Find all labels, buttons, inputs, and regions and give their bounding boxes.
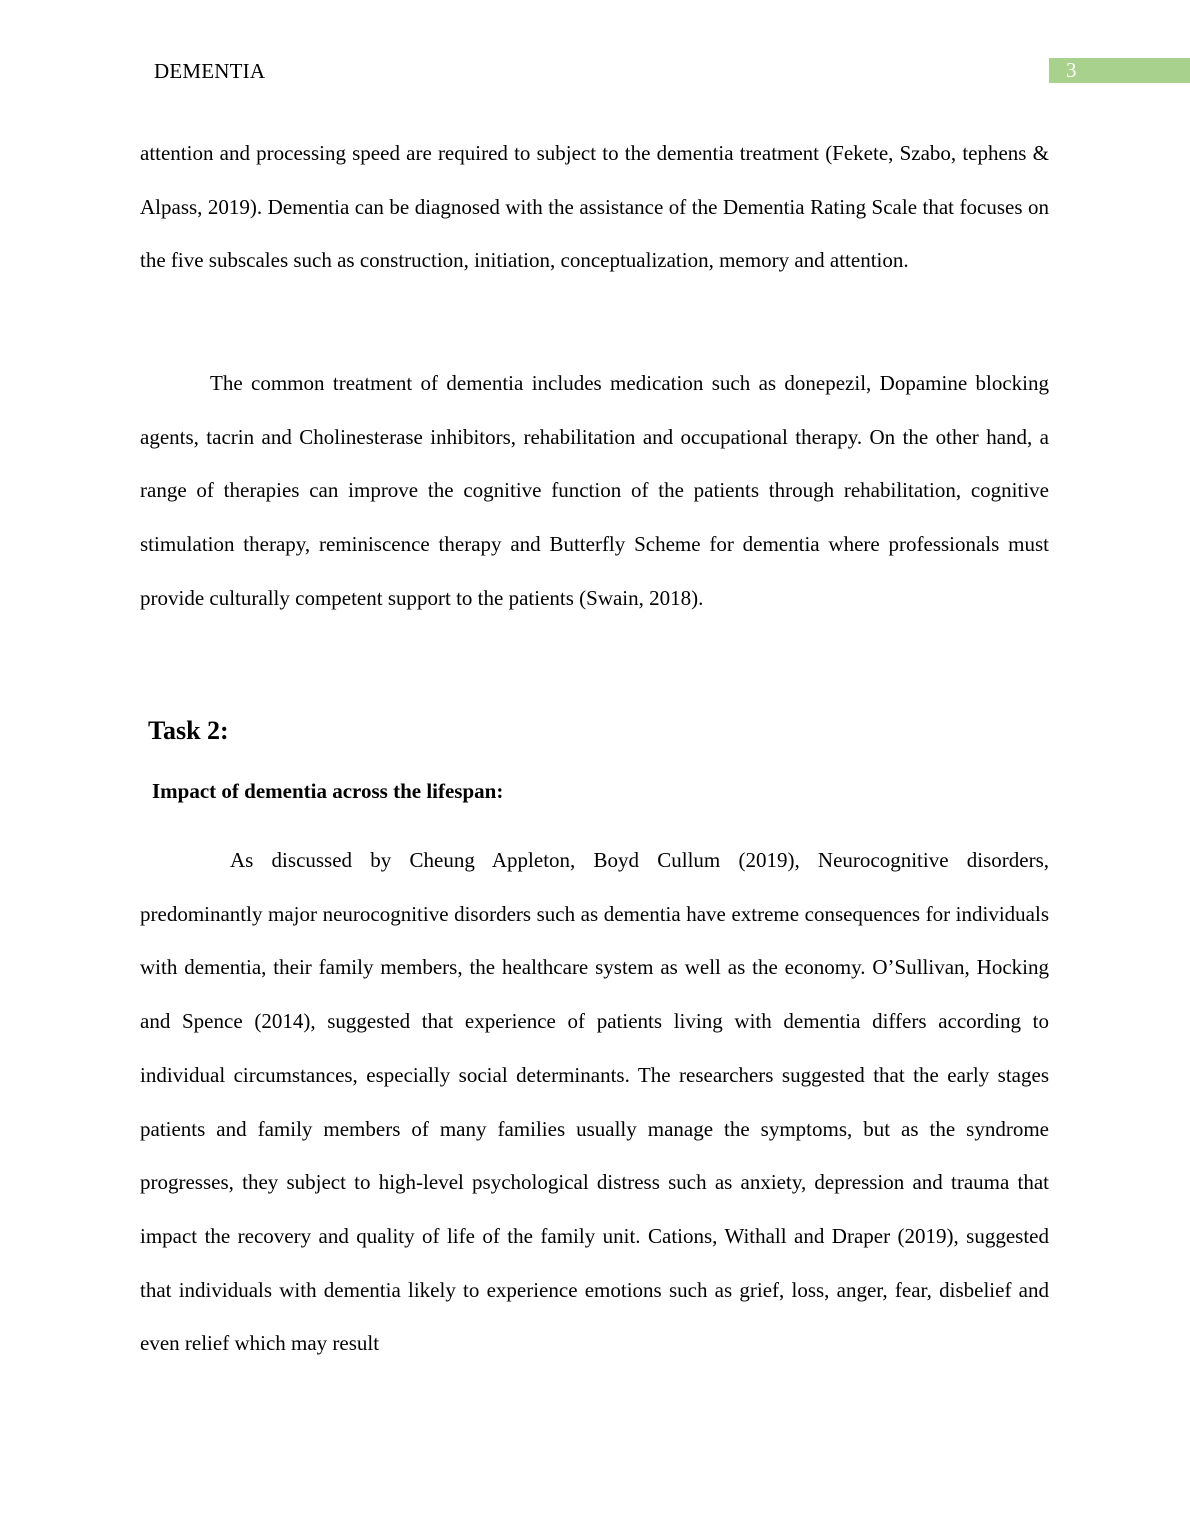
paragraph-3: As discussed by Cheung Appleton, Boyd Cullum (2019), Neurocognitive disorders, predominantly major neurocognitive disorders such as dementia have extreme consequences for individuals with dementia, their family members, the healthcare system as well as the economy. O’Sullivan, Hocking and Spence (2014), suggested that experience of patients living with dementia differs according to individual circumstances, especially social determinants. The researchers suggested that the early stages patients and family members of many families usually manage the symptoms, but as the syndrome progresses, they subject to high-level psychological distress such as anxiety, depression and trauma that impact the recovery and quality of life of the family unit. Cations, Withall and Draper (2019), suggested that individuals with dementia likely to experience emotions such as grief, loss, anger, fear, disbelief and even relief which may result: [140, 848, 1049, 1356]
paragraph-1: attention and processing speed are required to subject to the dementia treatment (Fekete, Szabo, tephens & Alpass, 2019). Dementia can be diagnosed with the assistance of the Dementia Rating Scale that focuses on the five subscales such as construction, initiation, conceptualization, memory and attention.: [140, 141, 1049, 273]
running-head: DEMENTIA: [154, 59, 266, 83]
section-subheading: Impact of dementia across the lifespan:: [152, 779, 504, 803]
page-number: 3: [1066, 58, 1077, 82]
paragraph-2: The common treatment of dementia includes medication such as donepezil, Dopamine blocking agents, tacrin and Cholinesterase inhibitors, rehabilitation and occupational therapy. On the other hand, a range of therapies can improve the cognitive function of the patients through rehabilitation, cognitive stimulation therapy, reminiscence therapy and Butterfly Scheme for dementia where professionals must provide culturally competent support to the patients (Swain, 2018).: [140, 371, 1049, 610]
task-heading: Task 2:: [148, 716, 229, 745]
